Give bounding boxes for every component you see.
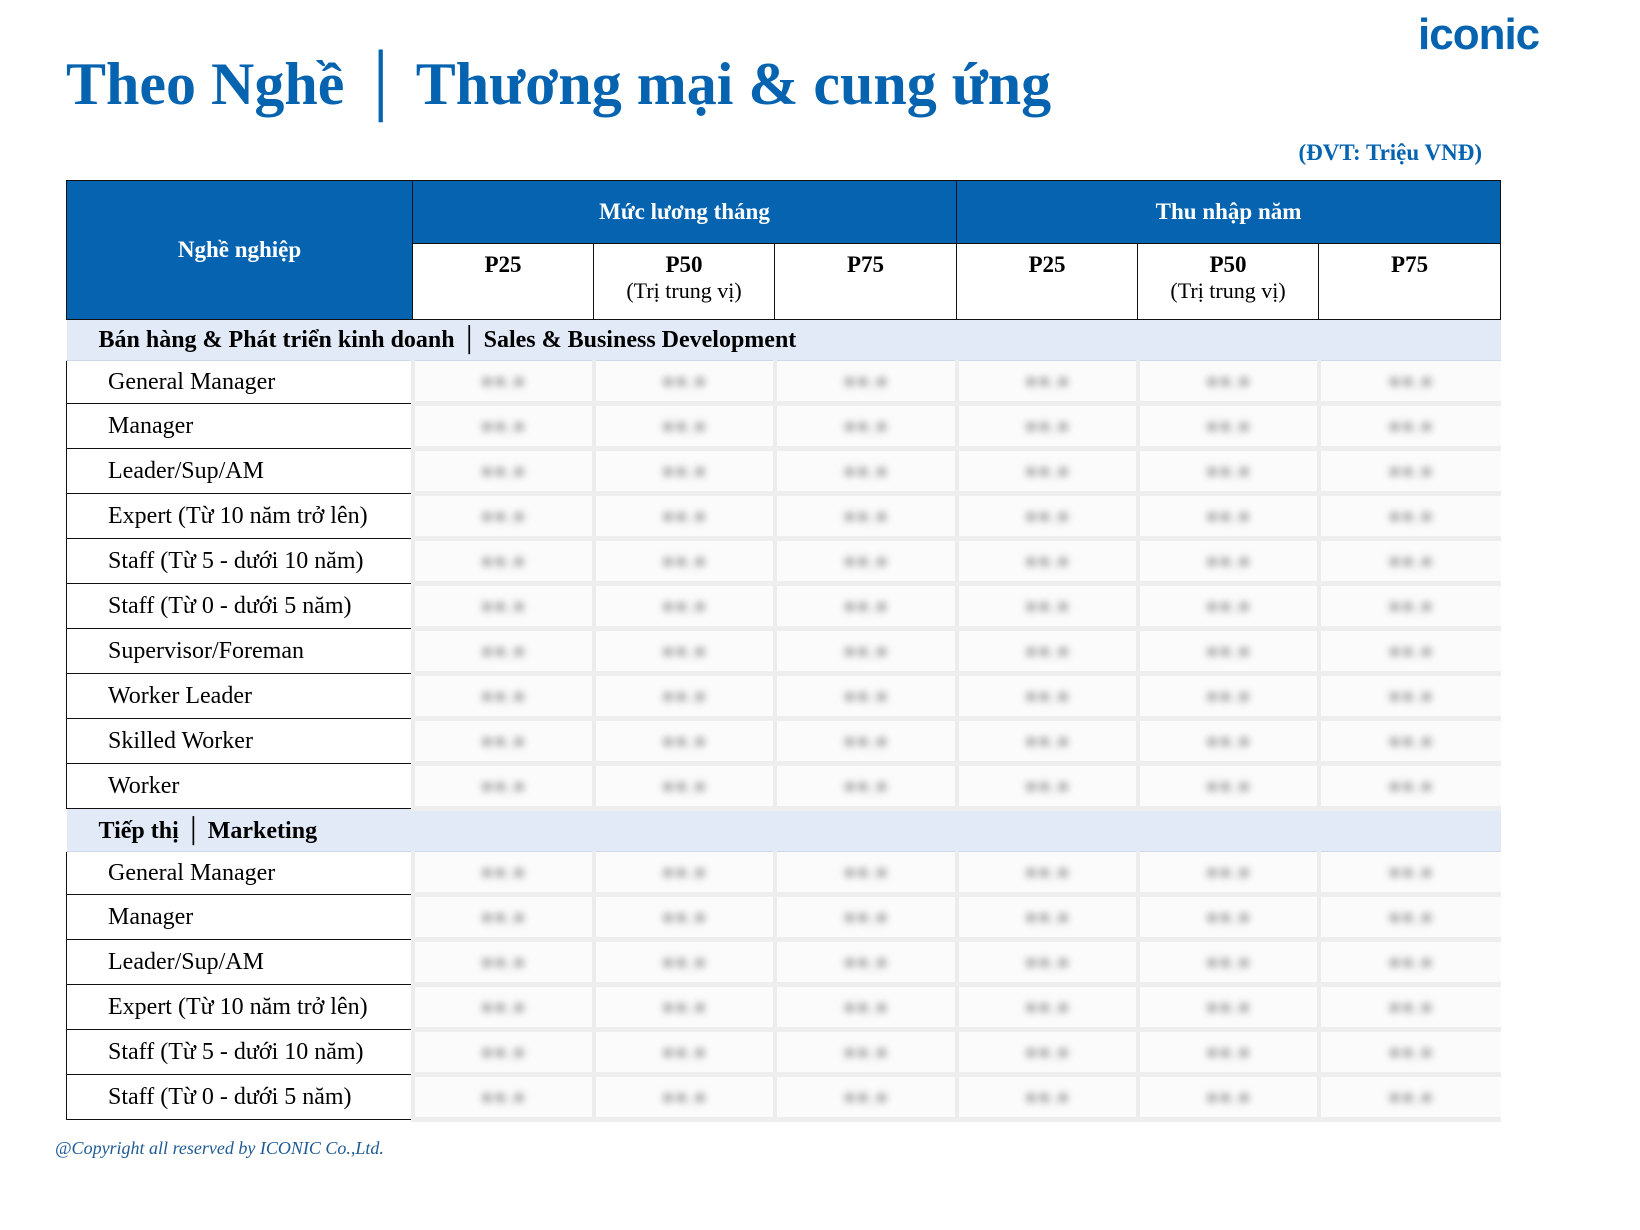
copyright-footer: @Copyright all reserved by ICONIC Co.,Ltd. bbox=[55, 1138, 384, 1158]
blurred-value-cell bbox=[957, 985, 1138, 1030]
blurred-value-cell bbox=[413, 449, 594, 494]
blurred-value-cell bbox=[957, 1030, 1138, 1075]
blurred-value-cell bbox=[1138, 539, 1319, 584]
blurred-value: ●●.● bbox=[1024, 368, 1070, 393]
blurred-value: ●●.● bbox=[1205, 458, 1251, 483]
blurred-value: ●●.● bbox=[480, 773, 526, 798]
blurred-value-cell bbox=[1319, 985, 1501, 1030]
blurred-value-cell bbox=[594, 852, 775, 895]
blurred-value: ●●.● bbox=[480, 503, 526, 528]
blurred-value: ●●.● bbox=[842, 949, 889, 974]
blurred-value-cell bbox=[594, 494, 775, 539]
blurred-value: ●●.● bbox=[842, 638, 889, 663]
blurred-value: ●●.● bbox=[842, 458, 889, 483]
blurred-value: ●●.● bbox=[1205, 949, 1251, 974]
blurred-value: ●●.● bbox=[1205, 593, 1251, 618]
blurred-value-cell bbox=[413, 494, 594, 539]
col-header-monthly-p50: P50 (Trị trung vị) bbox=[594, 244, 775, 320]
blurred-value-cell bbox=[775, 674, 957, 719]
blurred-value-cell bbox=[775, 764, 957, 809]
blurred-value-cell bbox=[775, 940, 957, 985]
blurred-value: ●●.● bbox=[842, 1039, 889, 1064]
blurred-value-cell bbox=[594, 719, 775, 764]
blurred-value-cell bbox=[594, 404, 775, 449]
salary-table bbox=[66, 180, 1501, 1122]
blurred-value-cell bbox=[413, 1075, 594, 1120]
blurred-value-cell bbox=[1138, 895, 1319, 940]
table-row bbox=[67, 674, 1501, 719]
blurred-value-cell bbox=[957, 584, 1138, 629]
occupation-cell: Staff (Từ 0 - dưới 5 năm) bbox=[67, 584, 413, 629]
blurred-value: ●●.● bbox=[480, 1084, 526, 1109]
blurred-value: ●●.● bbox=[480, 994, 526, 1019]
blurred-value: ●●.● bbox=[1205, 773, 1251, 798]
blurred-value-cell bbox=[594, 940, 775, 985]
blurred-value-cell bbox=[1138, 629, 1319, 674]
blurred-value-cell bbox=[1319, 674, 1501, 719]
blurred-value: ●●.● bbox=[661, 638, 707, 663]
blurred-value-cell bbox=[1138, 584, 1319, 629]
blurred-value-cell bbox=[1319, 852, 1501, 895]
blurred-value: ●●.● bbox=[661, 683, 707, 708]
blurred-value: ●●.● bbox=[1205, 904, 1251, 929]
blurred-value-cell bbox=[1319, 1030, 1501, 1075]
blurred-value: ●●.● bbox=[1205, 683, 1251, 708]
blurred-value-cell bbox=[1138, 985, 1319, 1030]
blurred-value-cell bbox=[413, 719, 594, 764]
blurred-value: ●●.● bbox=[1205, 638, 1251, 663]
blurred-value-cell bbox=[775, 404, 957, 449]
iconic-logo: iconic bbox=[1418, 10, 1540, 59]
occupation-cell: General Manager bbox=[67, 361, 413, 404]
blurred-value: ●●.● bbox=[1024, 593, 1070, 618]
blurred-value: ●●.● bbox=[1024, 904, 1070, 929]
blurred-value: ●●.● bbox=[661, 548, 707, 573]
occupation-cell: Expert (Từ 10 năm trở lên) bbox=[67, 985, 413, 1030]
blurred-value-cell bbox=[1138, 764, 1319, 809]
occupation-cell: Skilled Worker bbox=[67, 719, 413, 764]
blurred-value: ●●.● bbox=[1024, 949, 1070, 974]
blurred-value: ●●.● bbox=[1387, 413, 1434, 438]
blurred-value-cell bbox=[957, 539, 1138, 584]
blurred-value-cell bbox=[775, 361, 957, 404]
table-row bbox=[67, 1030, 1501, 1075]
blurred-value-cell bbox=[413, 895, 594, 940]
blurred-value-cell bbox=[775, 539, 957, 584]
blurred-value-cell bbox=[1138, 719, 1319, 764]
blurred-value-cell bbox=[1319, 539, 1501, 584]
blurred-value: ●●.● bbox=[842, 593, 889, 618]
blurred-value-cell bbox=[1138, 494, 1319, 539]
unit-note: (ĐVT: Triệu VNĐ) bbox=[1298, 140, 1482, 165]
blurred-value-cell bbox=[1138, 940, 1319, 985]
blurred-value-cell bbox=[957, 494, 1138, 539]
blurred-value: ●●.● bbox=[480, 593, 526, 618]
blurred-value: ●●.● bbox=[1205, 413, 1251, 438]
occupation-cell: General Manager bbox=[67, 852, 413, 895]
blurred-value: ●●.● bbox=[842, 904, 889, 929]
blurred-value-cell bbox=[1319, 404, 1501, 449]
blurred-value-cell bbox=[594, 895, 775, 940]
blurred-value: ●●.● bbox=[842, 413, 889, 438]
blurred-value: ●●.● bbox=[1205, 859, 1251, 884]
blurred-value-cell bbox=[775, 895, 957, 940]
blurred-value-cell bbox=[413, 940, 594, 985]
section-title: Tiếp thị │ Marketing bbox=[67, 809, 1501, 852]
blurred-value-cell bbox=[957, 764, 1138, 809]
blurred-value: ●●.● bbox=[661, 728, 707, 753]
blurred-value-cell bbox=[775, 584, 957, 629]
blurred-value: ●●.● bbox=[1205, 728, 1251, 753]
col-header-annual-p75: P75 bbox=[1319, 244, 1501, 320]
blurred-value: ●●.● bbox=[1205, 994, 1251, 1019]
blurred-value: ●●.● bbox=[1205, 1039, 1251, 1064]
blurred-value: ●●.● bbox=[842, 728, 889, 753]
table-row bbox=[67, 629, 1501, 674]
occupation-cell: Manager bbox=[67, 895, 413, 940]
blurred-value: ●●.● bbox=[480, 1039, 526, 1064]
blurred-value: ●●.● bbox=[1387, 683, 1434, 708]
table-row bbox=[67, 361, 1501, 404]
blurred-value-cell bbox=[594, 764, 775, 809]
blurred-value-cell bbox=[957, 404, 1138, 449]
table-row bbox=[67, 1075, 1501, 1120]
blurred-value-cell bbox=[1138, 404, 1319, 449]
table-row bbox=[67, 895, 1501, 940]
blurred-value-cell bbox=[1319, 1075, 1501, 1120]
blurred-value: ●●.● bbox=[480, 949, 526, 974]
blurred-value: ●●.● bbox=[480, 548, 526, 573]
blurred-value: ●●.● bbox=[480, 368, 526, 393]
blurred-value: ●●.● bbox=[842, 503, 889, 528]
blurred-value: ●●.● bbox=[661, 413, 707, 438]
occupation-cell: Manager bbox=[67, 404, 413, 449]
blurred-value-cell bbox=[594, 449, 775, 494]
page-title: Theo Nghề │ Thương mại & cung ứng bbox=[66, 51, 1052, 117]
occupation-header: Nghề nghiệp bbox=[67, 181, 413, 320]
blurred-value-cell bbox=[1319, 449, 1501, 494]
blurred-value: ●●.● bbox=[661, 1084, 707, 1109]
blurred-value-cell bbox=[594, 1030, 775, 1075]
blurred-value-cell bbox=[957, 629, 1138, 674]
table-row bbox=[67, 449, 1501, 494]
blurred-value-cell bbox=[1138, 1075, 1319, 1120]
blurred-value: ●●.● bbox=[661, 458, 707, 483]
blurred-value: ●●.● bbox=[661, 1039, 707, 1064]
blurred-value: ●●.● bbox=[1387, 593, 1434, 618]
blurred-value: ●●.● bbox=[1205, 548, 1251, 573]
blurred-value: ●●.● bbox=[661, 859, 707, 884]
blurred-value: ●●.● bbox=[661, 773, 707, 798]
blurred-value-cell bbox=[1319, 719, 1501, 764]
blurred-value-cell bbox=[957, 852, 1138, 895]
blurred-value: ●●.● bbox=[842, 548, 889, 573]
blurred-value-cell bbox=[775, 1030, 957, 1075]
section-row bbox=[67, 809, 1501, 852]
blurred-value: ●●.● bbox=[480, 904, 526, 929]
blurred-value-cell bbox=[413, 629, 594, 674]
blurred-value: ●●.● bbox=[661, 368, 707, 393]
blurred-value-cell bbox=[594, 674, 775, 719]
blurred-value-cell bbox=[413, 1030, 594, 1075]
blurred-value-cell bbox=[957, 940, 1138, 985]
blurred-value: ●●.● bbox=[480, 638, 526, 663]
blurred-value-cell bbox=[413, 852, 594, 895]
blurred-value: ●●.● bbox=[480, 413, 526, 438]
blurred-value-cell bbox=[775, 449, 957, 494]
blurred-value: ●●.● bbox=[1387, 728, 1434, 753]
table-row bbox=[67, 719, 1501, 764]
table-row bbox=[67, 494, 1501, 539]
blurred-value-cell bbox=[1319, 584, 1501, 629]
occupation-cell: Supervisor/Foreman bbox=[67, 629, 413, 674]
annual-income-header: Thu nhập năm bbox=[957, 181, 1501, 244]
blurred-value-cell bbox=[594, 985, 775, 1030]
blurred-value-cell bbox=[775, 719, 957, 764]
blurred-value: ●●.● bbox=[1024, 413, 1070, 438]
section-row bbox=[67, 320, 1501, 361]
occupation-cell: Leader/Sup/AM bbox=[67, 940, 413, 985]
blurred-value: ●●.● bbox=[1387, 368, 1434, 393]
blurred-value-cell bbox=[594, 629, 775, 674]
blurred-value-cell bbox=[594, 361, 775, 404]
blurred-value: ●●.● bbox=[661, 994, 707, 1019]
blurred-value-cell bbox=[1319, 361, 1501, 404]
blurred-value-cell bbox=[594, 539, 775, 584]
blurred-value: ●●.● bbox=[1024, 503, 1070, 528]
blurred-value-cell bbox=[775, 852, 957, 895]
blurred-value-cell bbox=[1319, 629, 1501, 674]
blurred-value: ●●.● bbox=[1387, 548, 1434, 573]
blurred-value: ●●.● bbox=[1024, 458, 1070, 483]
blurred-value-cell bbox=[957, 1075, 1138, 1120]
blurred-value: ●●.● bbox=[1024, 638, 1070, 663]
blurred-value: ●●.● bbox=[842, 773, 889, 798]
table-row bbox=[67, 539, 1501, 584]
blurred-value: ●●.● bbox=[1024, 548, 1070, 573]
blurred-value: ●●.● bbox=[1024, 994, 1070, 1019]
blurred-value: ●●.● bbox=[1205, 503, 1251, 528]
blurred-value: ●●.● bbox=[480, 458, 526, 483]
blurred-value: ●●.● bbox=[480, 859, 526, 884]
blurred-value: ●●.● bbox=[1024, 683, 1070, 708]
blurred-value-cell bbox=[413, 361, 594, 404]
blurred-value: ●●.● bbox=[842, 368, 889, 393]
blurred-value-cell bbox=[1319, 494, 1501, 539]
blurred-value: ●●.● bbox=[1205, 368, 1251, 393]
section-title: Bán hàng & Phát triển kinh doanh │ Sales & Business Development bbox=[67, 320, 1501, 361]
blurred-value-cell bbox=[775, 985, 957, 1030]
occupation-cell: Staff (Từ 0 - dưới 5 năm) bbox=[67, 1075, 413, 1120]
blurred-value-cell bbox=[957, 674, 1138, 719]
blurred-value-cell bbox=[413, 985, 594, 1030]
blurred-value-cell bbox=[1138, 674, 1319, 719]
blurred-value: ●●.● bbox=[1387, 458, 1434, 483]
table-row bbox=[67, 940, 1501, 985]
blurred-value-cell bbox=[775, 629, 957, 674]
occupation-cell: Worker bbox=[67, 764, 413, 809]
blurred-value: ●●.● bbox=[1024, 728, 1070, 753]
blurred-value: ●●.● bbox=[661, 503, 707, 528]
blurred-value: ●●.● bbox=[1387, 994, 1434, 1019]
blurred-value-cell bbox=[957, 719, 1138, 764]
monthly-salary-header: Mức lương tháng bbox=[413, 181, 957, 244]
blurred-value: ●●.● bbox=[1024, 859, 1070, 884]
blurred-value: ●●.● bbox=[842, 859, 889, 884]
blurred-value: ●●.● bbox=[1205, 1084, 1251, 1109]
blurred-value-cell bbox=[413, 539, 594, 584]
col-header-monthly-p75: P75 bbox=[775, 244, 957, 320]
table-row bbox=[67, 584, 1501, 629]
blurred-value: ●●.● bbox=[1387, 638, 1434, 663]
blurred-value-cell bbox=[957, 361, 1138, 404]
blurred-value-cell bbox=[413, 674, 594, 719]
blurred-value-cell bbox=[957, 895, 1138, 940]
blurred-value-cell bbox=[1138, 852, 1319, 895]
blurred-value-cell bbox=[1138, 449, 1319, 494]
occupation-cell: Worker Leader bbox=[67, 674, 413, 719]
col-header-annual-p50: P50 (Trị trung vị) bbox=[1138, 244, 1319, 320]
occupation-cell: Expert (Từ 10 năm trở lên) bbox=[67, 494, 413, 539]
occupation-cell: Staff (Từ 5 - dưới 10 năm) bbox=[67, 539, 413, 584]
blurred-value: ●●.● bbox=[661, 904, 707, 929]
blurred-value: ●●.● bbox=[842, 994, 889, 1019]
blurred-value: ●●.● bbox=[1024, 1039, 1070, 1064]
blurred-value-cell bbox=[775, 494, 957, 539]
table-row bbox=[67, 404, 1501, 449]
blurred-value-cell bbox=[594, 584, 775, 629]
blurred-value: ●●.● bbox=[1387, 1084, 1434, 1109]
blurred-value: ●●.● bbox=[480, 683, 526, 708]
blurred-value-cell bbox=[1319, 940, 1501, 985]
blurred-value-cell bbox=[413, 764, 594, 809]
table-row bbox=[67, 764, 1501, 809]
blurred-value-cell bbox=[594, 1075, 775, 1120]
col-header-monthly-p25: P25 bbox=[413, 244, 594, 320]
blurred-value-cell bbox=[1138, 361, 1319, 404]
blurred-value: ●●.● bbox=[480, 728, 526, 753]
blurred-value-cell bbox=[413, 584, 594, 629]
blurred-value: ●●.● bbox=[1024, 773, 1070, 798]
blurred-value: ●●.● bbox=[661, 593, 707, 618]
blurred-value: ●●.● bbox=[661, 949, 707, 974]
blurred-value: ●●.● bbox=[1387, 859, 1434, 884]
col-header-annual-p25: P25 bbox=[957, 244, 1138, 320]
blurred-value: ●●.● bbox=[1387, 1039, 1434, 1064]
blurred-value: ●●.● bbox=[1387, 773, 1434, 798]
blurred-value-cell bbox=[1319, 764, 1501, 809]
blurred-value-cell bbox=[1319, 895, 1501, 940]
blurred-value: ●●.● bbox=[1387, 503, 1434, 528]
blurred-value-cell bbox=[1138, 1030, 1319, 1075]
occupation-cell: Leader/Sup/AM bbox=[67, 449, 413, 494]
occupation-cell: Staff (Từ 5 - dưới 10 năm) bbox=[67, 1030, 413, 1075]
blurred-value: ●●.● bbox=[842, 683, 889, 708]
blurred-value-cell bbox=[413, 404, 594, 449]
blurred-value: ●●.● bbox=[1387, 904, 1434, 929]
table-row bbox=[67, 985, 1501, 1030]
blurred-value: ●●.● bbox=[1387, 949, 1434, 974]
blurred-value: ●●.● bbox=[842, 1084, 889, 1109]
blurred-value: ●●.● bbox=[1024, 1084, 1070, 1109]
table-row bbox=[67, 852, 1501, 895]
blurred-value-cell bbox=[957, 449, 1138, 494]
blurred-value-cell bbox=[775, 1075, 957, 1120]
